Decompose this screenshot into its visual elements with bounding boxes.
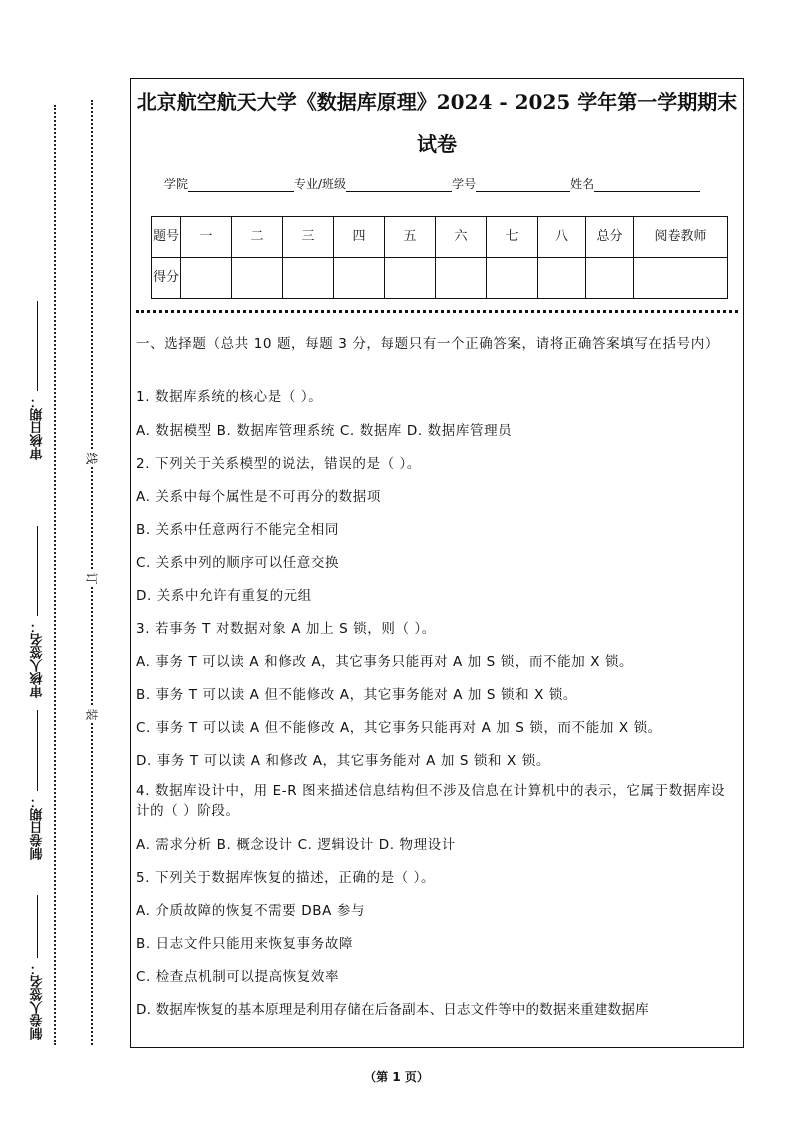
question-5-option: B. 日志文件只能用来恢复事务故障	[136, 936, 354, 952]
score-col-header: 六	[436, 217, 487, 258]
question-3-option: B. 事务 T 可以读 A 但不能修改 A，其它事务能对 A 加 S 锁和 X 锁。	[136, 687, 578, 703]
prepare-date-label: 制卷日期：	[27, 710, 49, 860]
binding-bind-char: 装	[84, 708, 99, 721]
score-col-header: 一	[181, 217, 232, 258]
page-number: （第 1 页）	[364, 1070, 429, 1084]
grader-cell[interactable]	[634, 258, 728, 299]
question-5-stem: 5. 下列关于数据库恢复的描述，正确的是（ ）。	[136, 870, 436, 886]
exam-title-line2: 试卷	[417, 132, 457, 156]
question-5-option: D. 数据库恢复的基本原理是利用存储在后备副本、日志文件等中的数据来重建数据库	[136, 1002, 649, 1018]
score-cell[interactable]	[232, 258, 283, 299]
question-5-option: A. 介质故障的恢复不需要 DBA 参与	[136, 903, 366, 919]
score-col-header: 五	[385, 217, 436, 258]
score-table	[151, 216, 728, 299]
score-total-cell[interactable]	[586, 258, 634, 299]
question-4-options: A. 需求分析 B. 概念设计 C. 逻辑设计 D. 物理设计	[136, 837, 456, 853]
score-table-header: 题号	[152, 217, 181, 258]
major-class-label: 专业/班级	[294, 177, 347, 191]
score-col-header: 四	[334, 217, 385, 258]
exam-frame	[130, 78, 744, 1048]
review-date-label: 审核日期：	[27, 300, 49, 460]
score-cell[interactable]	[385, 258, 436, 299]
name-label: 姓名	[570, 177, 595, 191]
question-3-option: A. 事务 T 可以读 A 和修改 A，其它事务只能再对 A 加 S 锁，而不能加 X 锁。	[136, 654, 634, 670]
score-cell[interactable]	[181, 258, 232, 299]
question-5-option: C. 检查点机制可以提高恢复效率	[136, 969, 340, 985]
score-col-header: 八	[538, 217, 586, 258]
question-3-option: D. 事务 T 可以读 A 和修改 A，其它事务能对 A 加 S 锁和 X 锁。	[136, 753, 550, 769]
student-info-row	[164, 175, 700, 192]
question-2-stem: 2. 下列关于关系模型的说法，错误的是（ ）。	[136, 456, 422, 472]
student-id-label: 学号	[452, 177, 477, 191]
score-cell[interactable]	[487, 258, 538, 299]
exam-title-line1: 北京航空航天大学《数据库原理》2024 - 2025 学年第一学期期末	[136, 90, 738, 114]
question-1-stem: 1. 数据库系统的核心是（ ）。	[136, 389, 323, 405]
question-4-stem: 4. 数据库设计中，用 E-R 图来描述信息结构但不涉及信息在计算机中的表示，它属于数据库设计的（ ）阶段。	[136, 783, 726, 819]
question-2-option: B. 关系中任意两行不能完全相同	[136, 522, 339, 538]
question-3-stem: 3. 若事务 T 对数据对象 A 加上 S 锁，则（ ）。	[136, 621, 436, 637]
binding-dotted-line-outer	[54, 105, 56, 1045]
score-row-label: 得分	[152, 258, 181, 299]
score-cell[interactable]	[283, 258, 334, 299]
question-2-option: A. 关系中每个属性是不可再分的数据项	[136, 489, 381, 505]
question-3-option: C. 事务 T 可以读 A 但不能修改 A，其它事务只能再对 A 加 S 锁，而不能加 X 锁。	[136, 720, 662, 736]
name-field[interactable]	[594, 177, 700, 192]
question-1-options: A. 数据模型 B. 数据库管理系统 C. 数据库 D. 数据库管理员	[136, 423, 513, 439]
student-id-field[interactable]	[476, 177, 570, 192]
binding-line-char: 线	[84, 452, 99, 465]
section1-instruction: 一、选择题（总共 10 题，每题 3 分，每题只有一个正确答案，请将正确答案填写在括号内）	[136, 336, 719, 352]
score-cell[interactable]	[334, 258, 385, 299]
score-col-header: 七	[487, 217, 538, 258]
grader-header: 阅卷教师	[634, 217, 728, 258]
reviewer-sign-label: 审核人签名：	[27, 498, 49, 698]
question-2-option: D. 关系中允许有重复的元组	[136, 588, 312, 604]
score-col-header: 三	[283, 217, 334, 258]
college-label: 学院	[164, 177, 189, 191]
preparer-sign-label: 制卷人签名：	[27, 895, 49, 1040]
score-col-header: 二	[232, 217, 283, 258]
question-2-option: C. 关系中列的顺序可以任意交换	[136, 555, 340, 571]
score-cell[interactable]	[436, 258, 487, 299]
major-class-field[interactable]	[346, 177, 452, 192]
score-cell[interactable]	[538, 258, 586, 299]
binding-order-char: 订	[84, 572, 99, 585]
college-field[interactable]	[188, 177, 294, 192]
score-col-header: 总分	[586, 217, 634, 258]
dotted-separator	[136, 310, 738, 313]
